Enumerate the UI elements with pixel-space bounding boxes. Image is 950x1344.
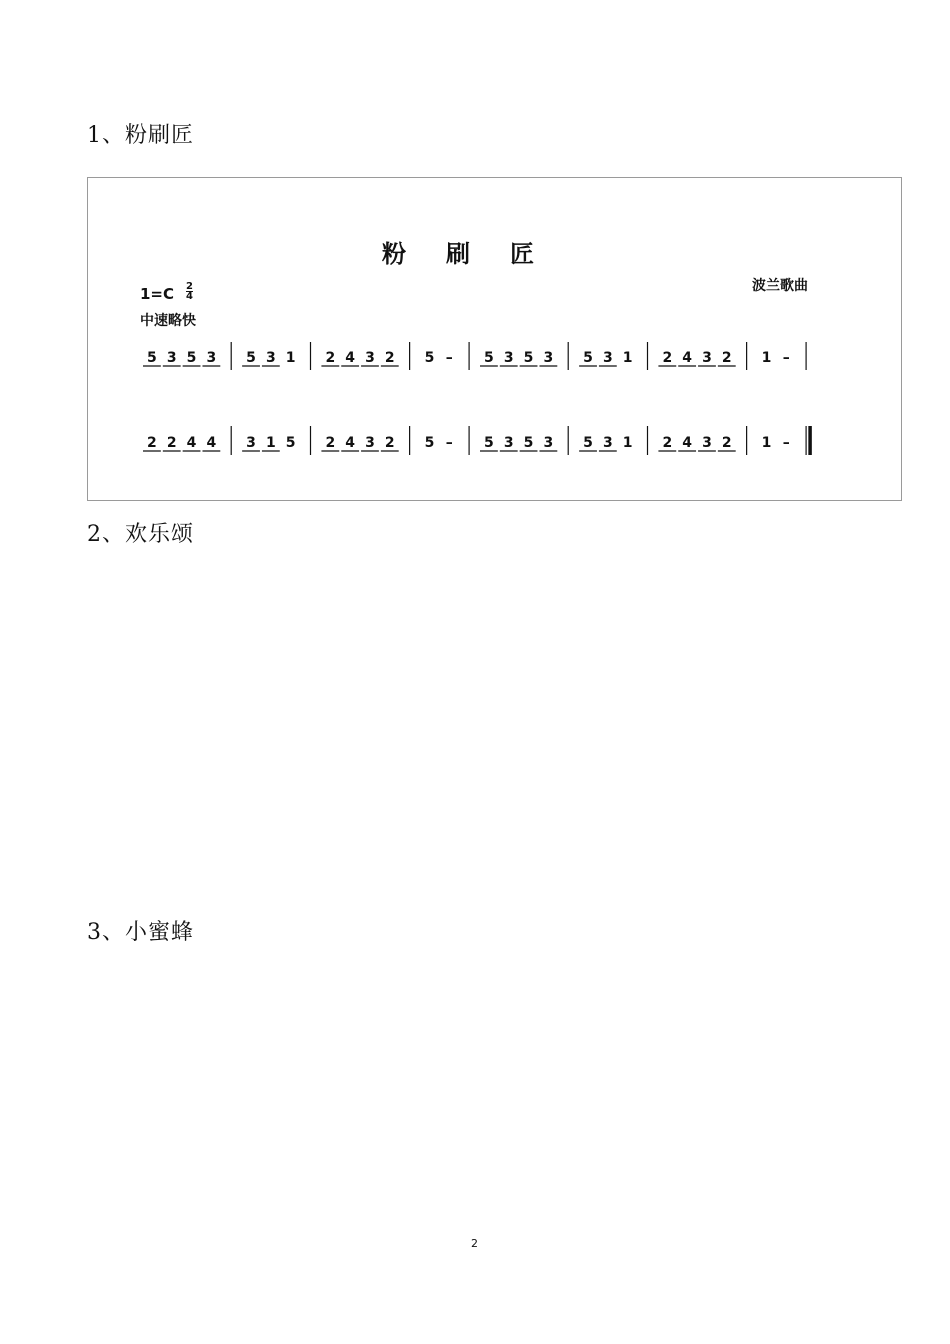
note: 5 [484, 435, 494, 451]
note: 5 [424, 435, 435, 451]
dash-note: – [445, 435, 453, 451]
note: 2 [662, 435, 673, 451]
note: 5 [583, 435, 593, 451]
score-composer: 波兰歌曲 [752, 278, 808, 294]
note: 3 [543, 350, 554, 366]
note: 3 [543, 435, 554, 451]
note: 5 [246, 350, 256, 366]
dash-note: – [445, 350, 453, 366]
score-title: 粉刷匠 [382, 240, 574, 268]
note: 5 [424, 350, 435, 366]
note: 1 [761, 435, 772, 451]
note: 3 [702, 435, 712, 451]
note: 2 [166, 435, 177, 451]
note: 2 [325, 350, 336, 366]
note: 2 [384, 350, 395, 366]
time-signature-top: 2 [186, 281, 193, 292]
section-heading-2: 2、欢乐颂 [87, 522, 194, 547]
note: 4 [682, 435, 693, 451]
note: 4 [206, 435, 217, 451]
time-signature-bottom: 4 [186, 291, 193, 302]
note: 3 [365, 435, 375, 451]
note: 1 [265, 435, 276, 451]
note: 3 [503, 435, 514, 451]
page-number: 2 [471, 1237, 478, 1250]
note: 3 [602, 350, 613, 366]
note: 3 [206, 350, 217, 366]
dash-note: – [782, 435, 790, 451]
note: 1 [622, 350, 633, 366]
section-heading-3: 3、小蜜蜂 [87, 920, 194, 945]
note: 5 [523, 435, 534, 451]
note: 2 [721, 350, 732, 366]
note: 3 [246, 435, 256, 451]
key-signature: 1=C [140, 285, 175, 303]
note: 5 [285, 435, 296, 451]
note: 2 [384, 435, 395, 451]
note: 2 [325, 435, 336, 451]
note: 1 [622, 435, 633, 451]
note: 4 [345, 435, 356, 451]
note: 1 [761, 350, 772, 366]
note: 2 [662, 350, 673, 366]
note: 3 [503, 350, 514, 366]
note: 5 [523, 350, 534, 366]
note: 5 [583, 350, 593, 366]
note: 4 [186, 435, 197, 451]
note: 1 [285, 350, 296, 366]
note: 3 [166, 350, 177, 366]
note: 2 [721, 435, 732, 451]
note: 3 [602, 435, 613, 451]
note: 3 [702, 350, 712, 366]
section-heading-1: 1、粉刷匠 [87, 123, 194, 148]
note: 5 [186, 350, 197, 366]
note: 4 [682, 350, 693, 366]
note: 5 [484, 350, 494, 366]
note: 5 [147, 350, 157, 366]
note: 3 [265, 350, 276, 366]
dash-note: – [782, 350, 790, 366]
tempo-marking: 中速略快 [140, 313, 196, 329]
note: 4 [345, 350, 356, 366]
note: 3 [365, 350, 375, 366]
note: 2 [147, 435, 157, 451]
